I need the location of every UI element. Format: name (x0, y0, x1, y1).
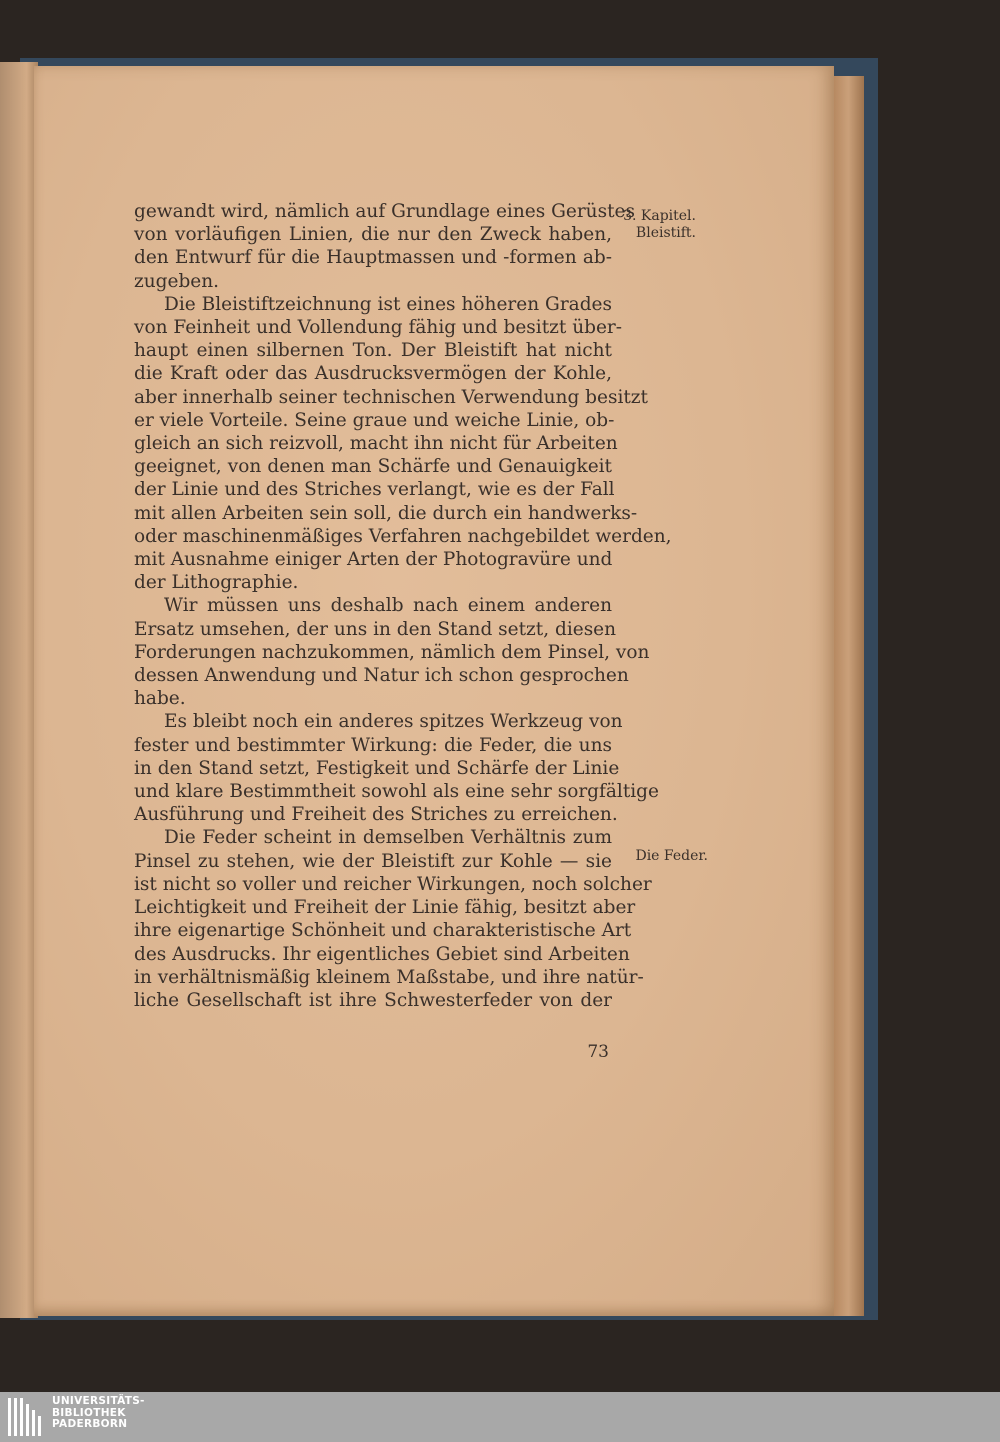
text-line: liche Gesellschaft ist ihre Schwesterfeder von der (134, 989, 612, 1011)
library-logo-icon (8, 1398, 46, 1436)
library-logo-text (52, 1396, 145, 1431)
text-line: den Entwurf für die Hauptmassen und -formen ab- (134, 247, 612, 269)
text-line: habe. (134, 688, 186, 710)
text-line: in verhältnismäßig kleinem Maßstabe, und ihre natür- (134, 966, 644, 988)
text-line: geeignet, von denen man Schärfe und Genauigkeit (134, 456, 612, 478)
margin-note-feder: Die Feder. (635, 848, 708, 864)
text-line: Forderungen nachzukommen, nämlich dem Pinsel, von (134, 641, 650, 663)
logo-line-3: PADERBORN (52, 1418, 128, 1430)
text-line: und klare Bestimmtheit sowohl als eine sehr sorgfältige (134, 781, 659, 803)
text-line: von Feinheit und Vollendung fähig und besitzt über- (134, 317, 623, 339)
logo-line-1: UNIVERSITÄTS- (52, 1395, 145, 1407)
text-line: Es bleibt noch ein anderes spitzes Werkzeug von (164, 711, 623, 733)
text-line: der Lithographie. (134, 572, 299, 594)
text-line: Die Bleistiftzeichnung ist eines höheren Grades (164, 293, 612, 315)
text-line: Pinsel zu stehen, wie der Bleistift zur Kohle — sie (134, 850, 612, 872)
page-number: 73 (587, 1042, 609, 1062)
text-line: Ausführung und Freiheit des Striches zu erreichen. (134, 804, 618, 826)
footer-bar (0, 1392, 1000, 1442)
text-line: Ersatz umsehen, der uns in den Stand setzt, diesen (134, 618, 617, 640)
text-line: von vorläufigen Linien, die nur den Zweck haben, (134, 224, 612, 246)
text-line: ihre eigenartige Schönheit und charakteristische Art (134, 920, 632, 942)
text-line: fester und bestimmter Wirkung: die Feder, die uns (134, 734, 612, 756)
text-line: haupt einen silbernen Ton. Der Bleistift hat nicht (134, 340, 612, 362)
text-line: des Ausdrucks. Ihr eigentliches Gebiet sind Arbeiten (134, 943, 630, 965)
text-line: ist nicht so voller und reicher Wirkungen, noch solcher (134, 873, 652, 895)
text-line: Wir müssen uns deshalb nach einem anderen (164, 595, 612, 617)
text-line: Leichtigkeit und Freiheit der Linie fähig, besitzt aber (134, 897, 636, 919)
text-line: gleich an sich reizvoll, macht ihn nicht für Arbeiten (134, 433, 618, 455)
text-line: Die Feder scheint in demselben Verhältnis zum (164, 827, 612, 849)
text-line: der Linie und des Striches verlangt, wie es der Fall (134, 479, 615, 501)
logo-line-2: BIBLIOTHEK (52, 1406, 126, 1419)
margin-topic-label: Bleistift. (635, 225, 696, 241)
text-line: zugeben. (134, 270, 220, 292)
text-line: die Kraft oder das Ausdrucksvermögen der Kohle, (134, 363, 612, 385)
left-page-edge (0, 62, 38, 1318)
text-line: in den Stand setzt, Festigkeit und Schärfe der Linie (134, 757, 620, 779)
book-page (34, 66, 834, 1316)
text-line: aber innerhalb seiner technischen Verwendung besitzt (134, 386, 648, 408)
margin-note-chapter (614, 208, 696, 242)
margin-chapter-label: 3. Kapitel. (623, 208, 696, 224)
text-line: er viele Vorteile. Seine graue und weiche Linie, ob- (134, 409, 615, 431)
text-line: mit allen Arbeiten sein soll, die durch ein handwerks- (134, 502, 638, 524)
text-line: dessen Anwendung und Natur ich schon gesprochen (134, 665, 629, 687)
text-line: mit Ausnahme einiger Arten der Photogravüre und (134, 549, 613, 571)
text-line: oder maschinenmäßiges Verfahren nachgebildet werden, (134, 525, 672, 547)
text-line: gewandt wird, nämlich auf Grundlage eines Gerüstes (134, 201, 635, 222)
